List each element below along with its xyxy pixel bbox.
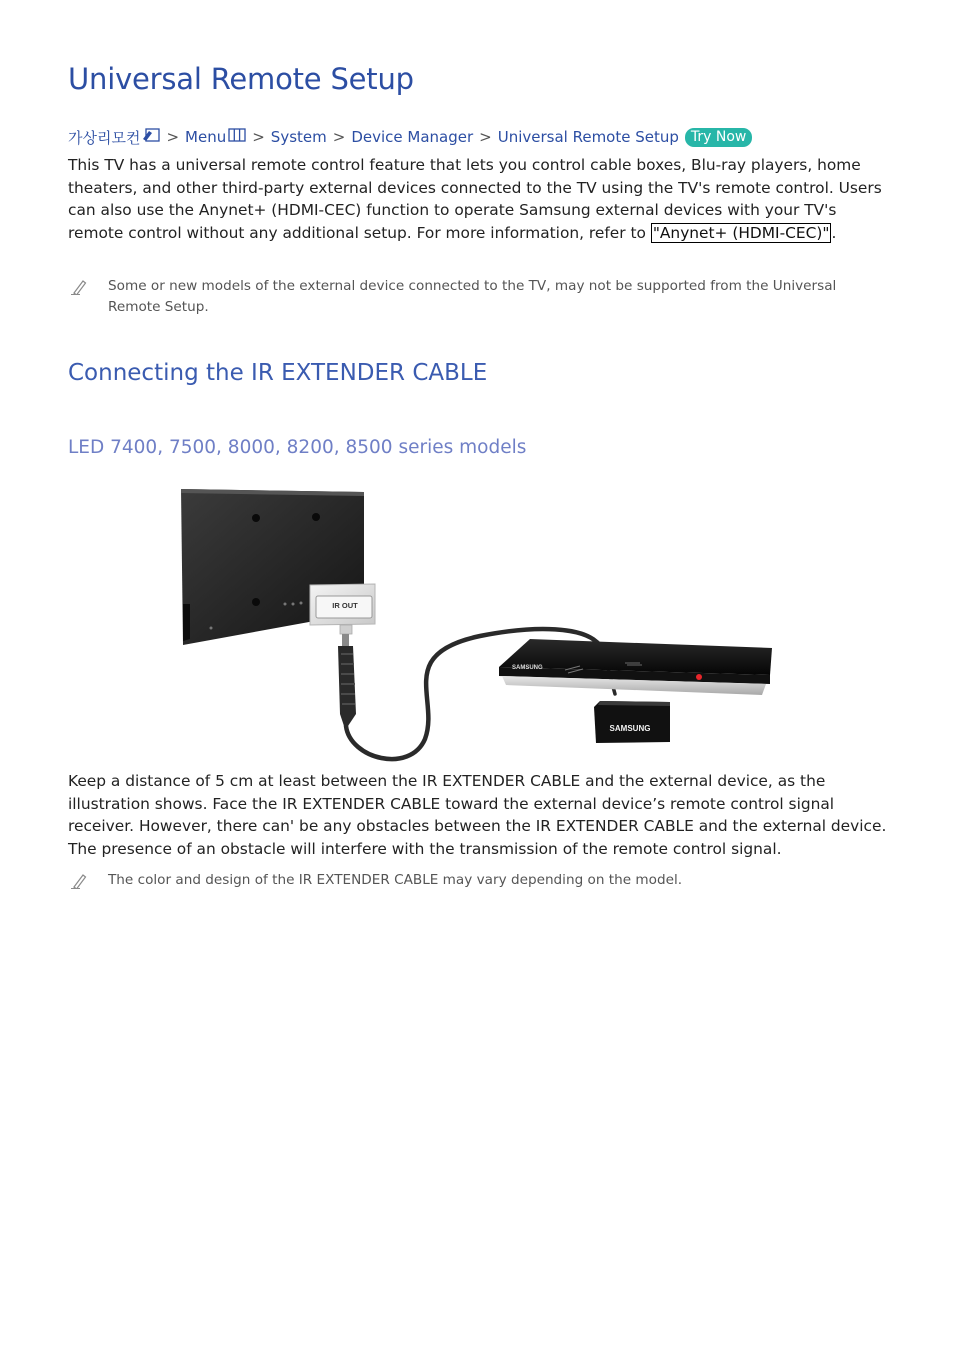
breadcrumb-separator: > xyxy=(166,128,180,146)
ir-extender-receiver xyxy=(594,701,670,743)
ir-extender-illustration xyxy=(170,484,790,773)
intro-end: . xyxy=(831,224,837,243)
breadcrumb-separator: > xyxy=(479,128,492,146)
breadcrumb-separator: > xyxy=(252,128,265,146)
try-now-button[interactable]: Try Now xyxy=(685,128,752,147)
remote-icon xyxy=(142,128,160,146)
box-brand-label: SAMSUNG xyxy=(512,665,543,671)
distance-paragraph: Keep a distance of 5 cm at least between the IR EXTENDER CABLE and the external device, as the illustration shows. Face the IR EXTENDER CABLE toward the external device’s remote control signal receiver. However, there can' be any obstacles between the IR EXTENDER CABLE and the external device. The presence of an obstacle will interfere with the transmission of the remote control signal. xyxy=(68,772,887,859)
sub-heading: LED 7400, 7500, 8000, 8200, 8500 series models xyxy=(68,437,527,458)
note-unsupported-models xyxy=(68,276,888,318)
pencil-icon xyxy=(68,276,108,299)
anynet-reference-link[interactable]: "Anynet+ (HDMI-CEC)" xyxy=(652,224,830,243)
intro-text: This TV has a universal remote control feature that lets you control cable boxes, Blu-ray players, home theaters, and other third-party external devices connected to the TV using the TV's remote control. Users can also use the Anynet+ (HDMI-CEC) function to operate Samsung external devices with your TV's remote control without any additional setup. For more information, refer to xyxy=(68,156,882,243)
note-text: Some or new models of the external device connected to the TV, may not be supported from the Universal Remote Setup. xyxy=(108,278,837,315)
ir-out-label: IR OUT xyxy=(332,601,358,610)
page-title: Universal Remote Setup xyxy=(68,62,414,96)
pencil-icon xyxy=(68,870,108,893)
breadcrumb-separator: > xyxy=(332,128,346,146)
breadcrumb-item-system[interactable]: System xyxy=(270,128,327,146)
breadcrumb-item-menu[interactable]: Menu xyxy=(185,128,227,146)
extender-brand-label: SAMSUNG xyxy=(609,724,651,733)
breadcrumb-item-virtual-remote[interactable]: 가상리모컨 xyxy=(68,128,141,147)
note-text: The color and design of the IR EXTENDER CABLE may vary depending on the model. xyxy=(108,872,683,888)
breadcrumb-item-universal-remote-setup[interactable]: Universal Remote Setup xyxy=(497,128,679,146)
menu-icon xyxy=(228,128,246,146)
note-color-design xyxy=(68,870,888,893)
breadcrumb xyxy=(68,126,752,148)
breadcrumb-item-device-manager[interactable]: Device Manager xyxy=(351,128,474,146)
ir-out-adapter xyxy=(310,584,375,634)
external-device-box xyxy=(499,639,772,695)
section-heading: Connecting the IR EXTENDER CABLE xyxy=(68,360,488,386)
intro-paragraph xyxy=(68,154,888,245)
